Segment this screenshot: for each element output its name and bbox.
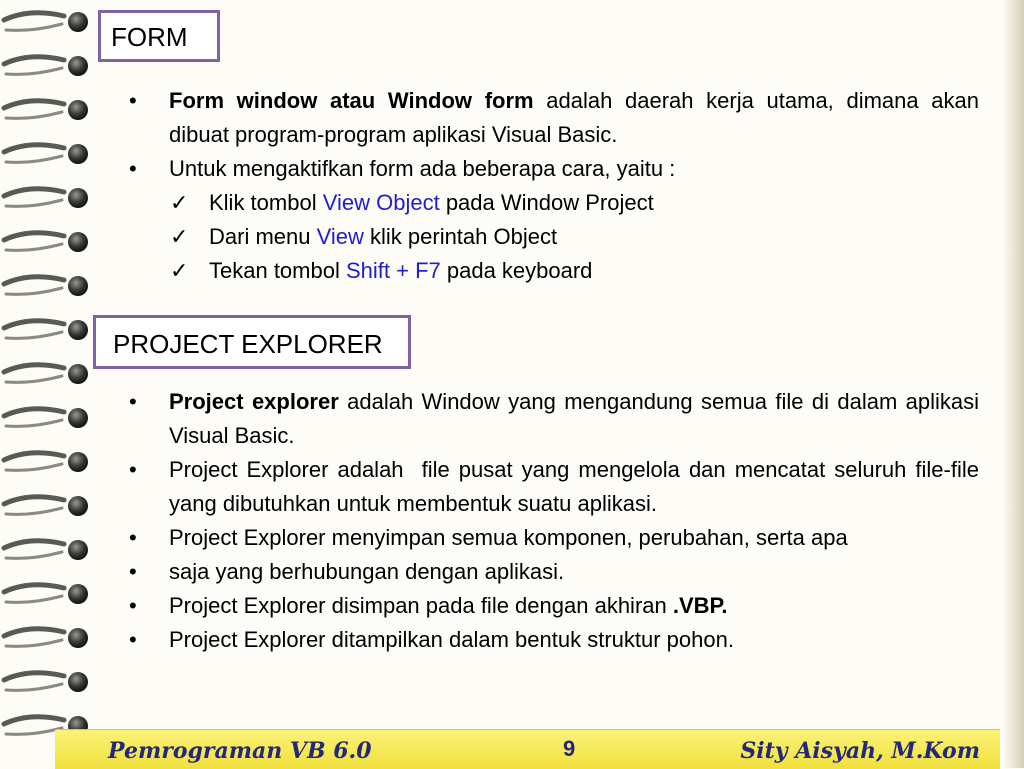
list-item <box>0 589 979 623</box>
extension-bold: .VBP. <box>672 593 728 618</box>
page-edge-shadow <box>1002 0 1024 768</box>
footer-bar <box>55 729 1000 769</box>
form-bullet-list <box>0 84 979 288</box>
check-item <box>0 186 979 220</box>
footer-author: Sity Aisyah, M.Kom <box>740 738 980 764</box>
highlight-text: Shift + F7 <box>345 258 441 283</box>
bullet-icon: • <box>129 559 137 584</box>
project-explorer-bullet-list <box>0 385 986 657</box>
project-explorer-section-title <box>93 315 411 369</box>
list-item <box>0 84 979 152</box>
spiral-coil <box>4 320 88 340</box>
bullet-icon: • <box>129 593 137 618</box>
item-text: Project Explorer menyimpan semua komponen, perubahan, serta apa <box>169 525 848 550</box>
check-item <box>0 254 979 288</box>
list-item <box>0 385 979 453</box>
item-text: Project Explorer ditampilkan dalam bentuk struktur pohon. <box>169 627 734 652</box>
bullet-icon: • <box>129 457 137 482</box>
item-text: pada Window Project <box>439 190 654 215</box>
bullet-icon: • <box>129 627 137 652</box>
form-section-title <box>98 10 220 62</box>
item-text: saja yang berhubungan dengan aplikasi. <box>169 559 565 584</box>
list-item <box>0 152 979 186</box>
item-text: Project Explorer disimpan pada file dengan akhiran <box>169 593 673 618</box>
item-text: klik perintah Object <box>363 224 558 249</box>
check-item <box>0 220 979 254</box>
footer-course-title: Pemrograman VB 6.0 <box>108 738 372 764</box>
form-title-text: FORM <box>111 22 188 52</box>
item-text: adalah Window yang mengandung semua file di dalam aplikasi Visual Basic. <box>169 389 979 448</box>
item-text: Untuk mengaktifkan form ada beberapa cara, yaitu : <box>169 156 676 181</box>
spiral-coil <box>4 56 88 76</box>
checkmark-icon: ✓ <box>170 190 189 215</box>
spiral-coil <box>4 364 88 384</box>
checkmark-icon: ✓ <box>170 224 189 249</box>
project-explorer-title-text: PROJECT EXPLORER <box>113 329 383 359</box>
term-bold: Project explorer <box>169 389 339 414</box>
item-text: Project Explorer adalah file pusat yang mengelola dan mencatat seluruh file-file yang dibutuhkan untuk membentuk suatu aplikasi. <box>169 457 986 516</box>
highlight-text: View Object <box>322 190 440 215</box>
item-text: Klik tombol <box>209 190 323 215</box>
bullet-icon: • <box>129 156 137 181</box>
page-number: 9 <box>563 736 576 761</box>
spiral-coil <box>4 672 88 692</box>
bullet-icon: • <box>129 389 137 414</box>
item-text: pada keyboard <box>440 258 593 283</box>
list-item <box>0 623 979 657</box>
item-text: Tekan tombol <box>209 258 346 283</box>
list-item <box>0 555 979 589</box>
spiral-coil <box>4 12 88 32</box>
list-item <box>0 521 979 555</box>
highlight-text: View <box>316 224 364 249</box>
bullet-icon: • <box>129 525 137 550</box>
bullet-icon: • <box>129 88 137 113</box>
list-item <box>0 453 986 521</box>
checkmark-icon: ✓ <box>170 258 189 283</box>
item-text: Dari menu <box>209 224 317 249</box>
item-text: adalah daerah kerja utama, dimana akan dibuat program-program aplikasi Visual Basic. <box>169 88 980 147</box>
term-bold: Form window atau Window form <box>169 88 534 113</box>
